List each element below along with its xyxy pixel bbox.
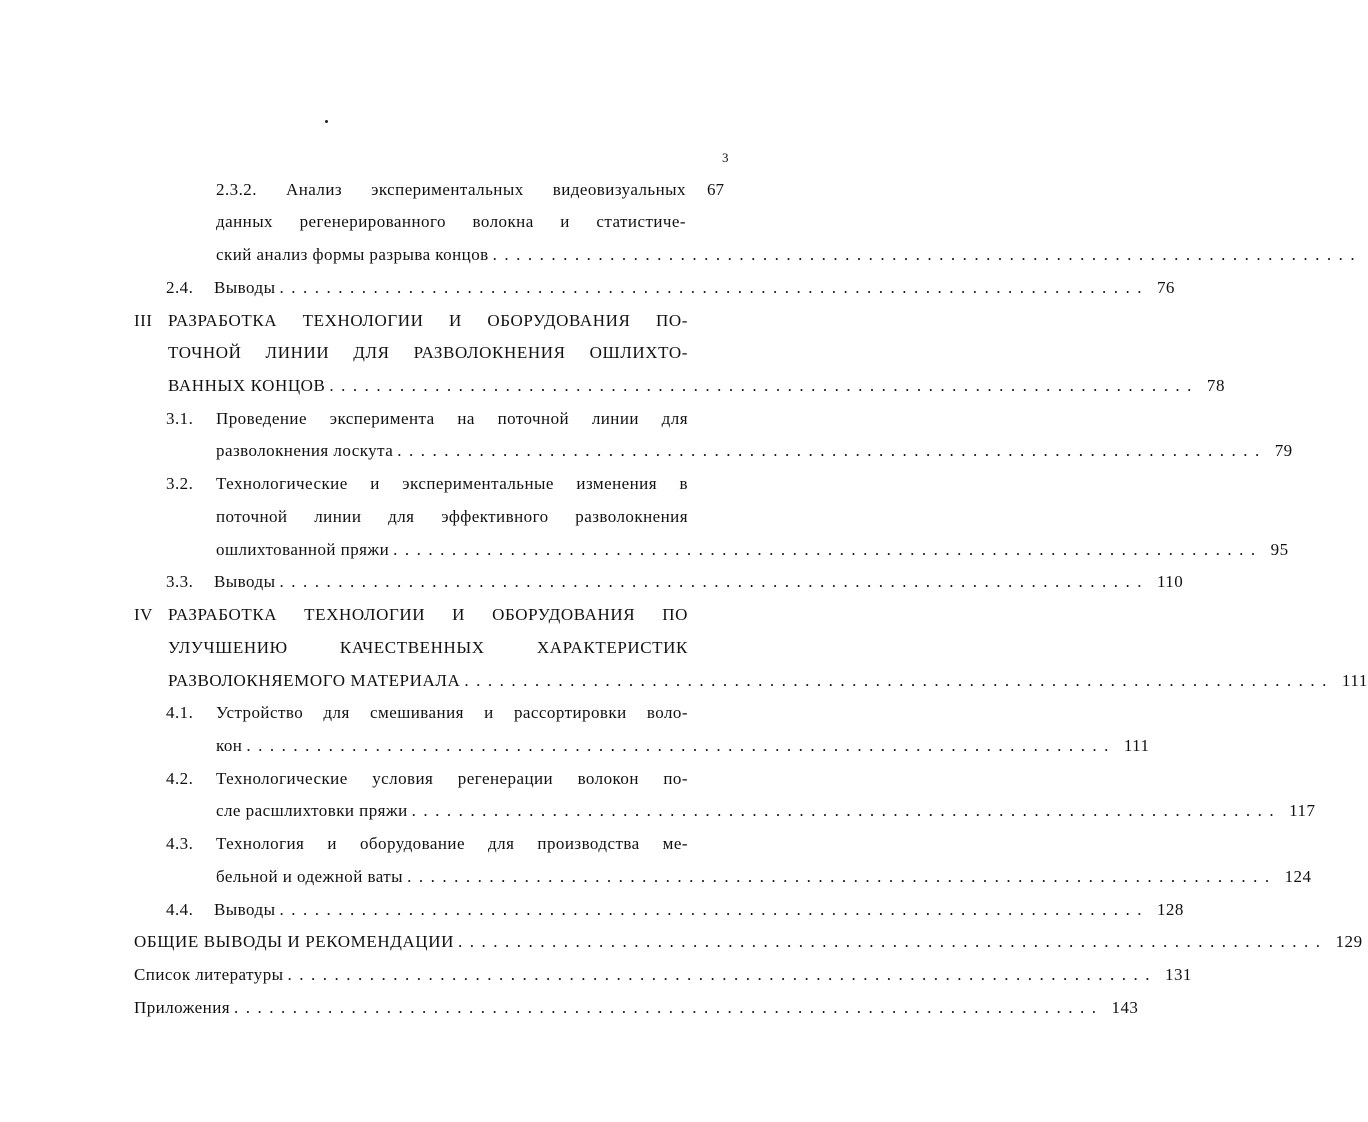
toc-page-chapter-3: 78 bbox=[1206, 376, 1226, 395]
dot-leader: .......................................................................... bbox=[407, 867, 1277, 886]
toc-entry-3-1-line-1: Проведение эксперимента на поточной линии для bbox=[216, 409, 688, 428]
toc-page-appendices: 143 bbox=[1111, 998, 1139, 1017]
toc-page-4-1: 111 bbox=[1123, 736, 1150, 755]
toc-page-conclusions: 129 bbox=[1335, 932, 1363, 951]
toc-number-3-2: 3.2. bbox=[166, 474, 194, 493]
dot-leader: .......................................................................... bbox=[279, 572, 1149, 591]
toc-entry-3-2-line-2: поточной линии для эффективного разволокнения bbox=[216, 507, 688, 526]
toc-entry-3-2-text: ошлихтованной пряжи bbox=[216, 540, 390, 559]
toc-entry-3-3 bbox=[166, 567, 1184, 597]
dot-leader: .......................................................................... bbox=[393, 540, 1263, 559]
toc-page-3-3: 110 bbox=[1156, 572, 1184, 591]
toc-title-references: Список литературы bbox=[134, 965, 284, 984]
toc-entry-3-2-line-3 bbox=[216, 535, 1289, 565]
toc-page-3-2: 95 bbox=[1270, 540, 1289, 559]
toc-number-4-2: 4.2. bbox=[166, 769, 194, 788]
toc-entry-references bbox=[134, 960, 1192, 990]
toc-entry-conclusions bbox=[134, 927, 1363, 957]
toc-number-4-3: 4.3. bbox=[166, 834, 194, 853]
toc-title-3-3: Выводы bbox=[214, 572, 276, 591]
toc-entry-2-3-2-line-3 bbox=[216, 240, 1363, 270]
dot-leader: .......................................................................... bbox=[279, 278, 1149, 297]
toc-page-2-4: 76 bbox=[1156, 278, 1175, 297]
dot-leader: .......................................................................... bbox=[397, 441, 1267, 460]
chapter-4-line-3 bbox=[168, 666, 1368, 696]
toc-title-conclusions: ОБЩИЕ ВЫВОДЫ И РЕКОМЕНДАЦИИ bbox=[134, 932, 454, 951]
scan-speck bbox=[325, 120, 328, 123]
toc-title-4-4: Выводы bbox=[214, 900, 276, 919]
toc-entry-4-1-line-1: Устройство для смешивания и рассортировки воло- bbox=[216, 703, 688, 722]
toc-entry-4-2-line-2 bbox=[216, 796, 1316, 826]
toc-entry-3-1-line-2 bbox=[216, 436, 1293, 466]
toc-entry-4-1-text: кон bbox=[216, 736, 243, 755]
toc-entry-4-3-text: бельной и одежной ваты bbox=[216, 867, 404, 886]
toc-page-3-1: 79 bbox=[1274, 441, 1293, 460]
chapter-3-roman: III bbox=[134, 311, 153, 330]
toc-number-3-3: 3.3. bbox=[166, 572, 194, 591]
toc-number-4-4: 4.4. bbox=[166, 900, 194, 919]
toc-entry-appendices bbox=[134, 993, 1139, 1023]
toc-entry-2-4 bbox=[166, 273, 1175, 303]
toc-entry-2-3-2-line-2: данных регенерированного волокна и статистиче- bbox=[216, 212, 686, 231]
toc-entry-4-4 bbox=[166, 895, 1184, 925]
chapter-4-title-end: РАЗВОЛОКНЯЕМОГО МАТЕРИАЛА bbox=[168, 671, 461, 690]
dot-leader: .......................................................................... bbox=[329, 376, 1199, 395]
toc-entry-3-2-line-1: Технологические и экспериментальные изменения в bbox=[216, 474, 688, 493]
toc-title-appendices: Приложения bbox=[134, 998, 231, 1017]
dot-leader: .......................................................................... bbox=[457, 932, 1328, 951]
chapter-4-line-2: УЛУЧШЕНИЮ КАЧЕСТВЕННЫХ ХАРАКТЕРИСТИК bbox=[168, 638, 688, 657]
chapter-3-line-2: ТОЧНОЙ ЛИНИИ ДЛЯ РАЗВОЛОКНЕНИЯ ОШЛИХТО- bbox=[168, 343, 688, 362]
dot-leader: .......................................................................... bbox=[464, 671, 1334, 690]
toc-number-2-4: 2.4. bbox=[166, 278, 194, 297]
toc-entry-4-2-line-1: Технологические условия регенерации волокон по- bbox=[216, 769, 688, 788]
dot-leader: .......................................................................... bbox=[287, 965, 1158, 984]
toc-page-4-2: 117 bbox=[1289, 801, 1316, 820]
toc-page-chapter-4: 111 bbox=[1341, 671, 1368, 690]
dot-leader: .......................................................................... bbox=[246, 736, 1116, 755]
toc-entry-2-3-2-line-1: 2.3.2. Анализ экспериментальных видеовизуальных bbox=[216, 180, 686, 199]
chapter-4-line-1: РАЗРАБОТКА ТЕХНОЛОГИИ И ОБОРУДОВАНИЯ ПО bbox=[168, 605, 688, 624]
toc-entry-4-2-text: сле расшлихтовки пряжи bbox=[216, 801, 408, 820]
dot-leader: .......................................................................... bbox=[411, 801, 1282, 820]
toc-page-4-4: 128 bbox=[1156, 900, 1184, 919]
toc-entry-4-3-line-1: Технология и оборудование для производства ме- bbox=[216, 834, 688, 853]
toc-entry-4-3-line-2 bbox=[216, 862, 1312, 892]
toc-entry-4-1-line-2 bbox=[216, 731, 1150, 761]
toc-entry-3-1-text: разволокнения лоскута bbox=[216, 441, 394, 460]
toc-entry-2-3-2-text: ский анализ формы разрыва концов bbox=[216, 245, 489, 264]
dot-leader: .......................................................................... bbox=[279, 900, 1149, 919]
chapter-3-line-3 bbox=[168, 371, 1226, 401]
chapter-4-roman: IV bbox=[134, 605, 153, 624]
chapter-3-title-end: ВАННЫХ КОНЦОВ bbox=[168, 376, 326, 395]
toc-page-2-3-2: 67 bbox=[707, 180, 724, 199]
toc-page-4-3: 124 bbox=[1284, 867, 1312, 886]
page-number: 3 bbox=[722, 150, 729, 165]
toc-number-4-1: 4.1. bbox=[166, 703, 194, 722]
toc-title-2-4: Выводы bbox=[214, 278, 276, 297]
dot-leader: .......................................................................... bbox=[234, 998, 1104, 1017]
dot-leader: .......................................................................... bbox=[492, 245, 1363, 264]
toc-number-3-1: 3.1. bbox=[166, 409, 194, 428]
chapter-3-line-1: РАЗРАБОТКА ТЕХНОЛОГИИ И ОБОРУДОВАНИЯ ПО- bbox=[168, 311, 688, 330]
toc-page-references: 131 bbox=[1165, 965, 1192, 984]
